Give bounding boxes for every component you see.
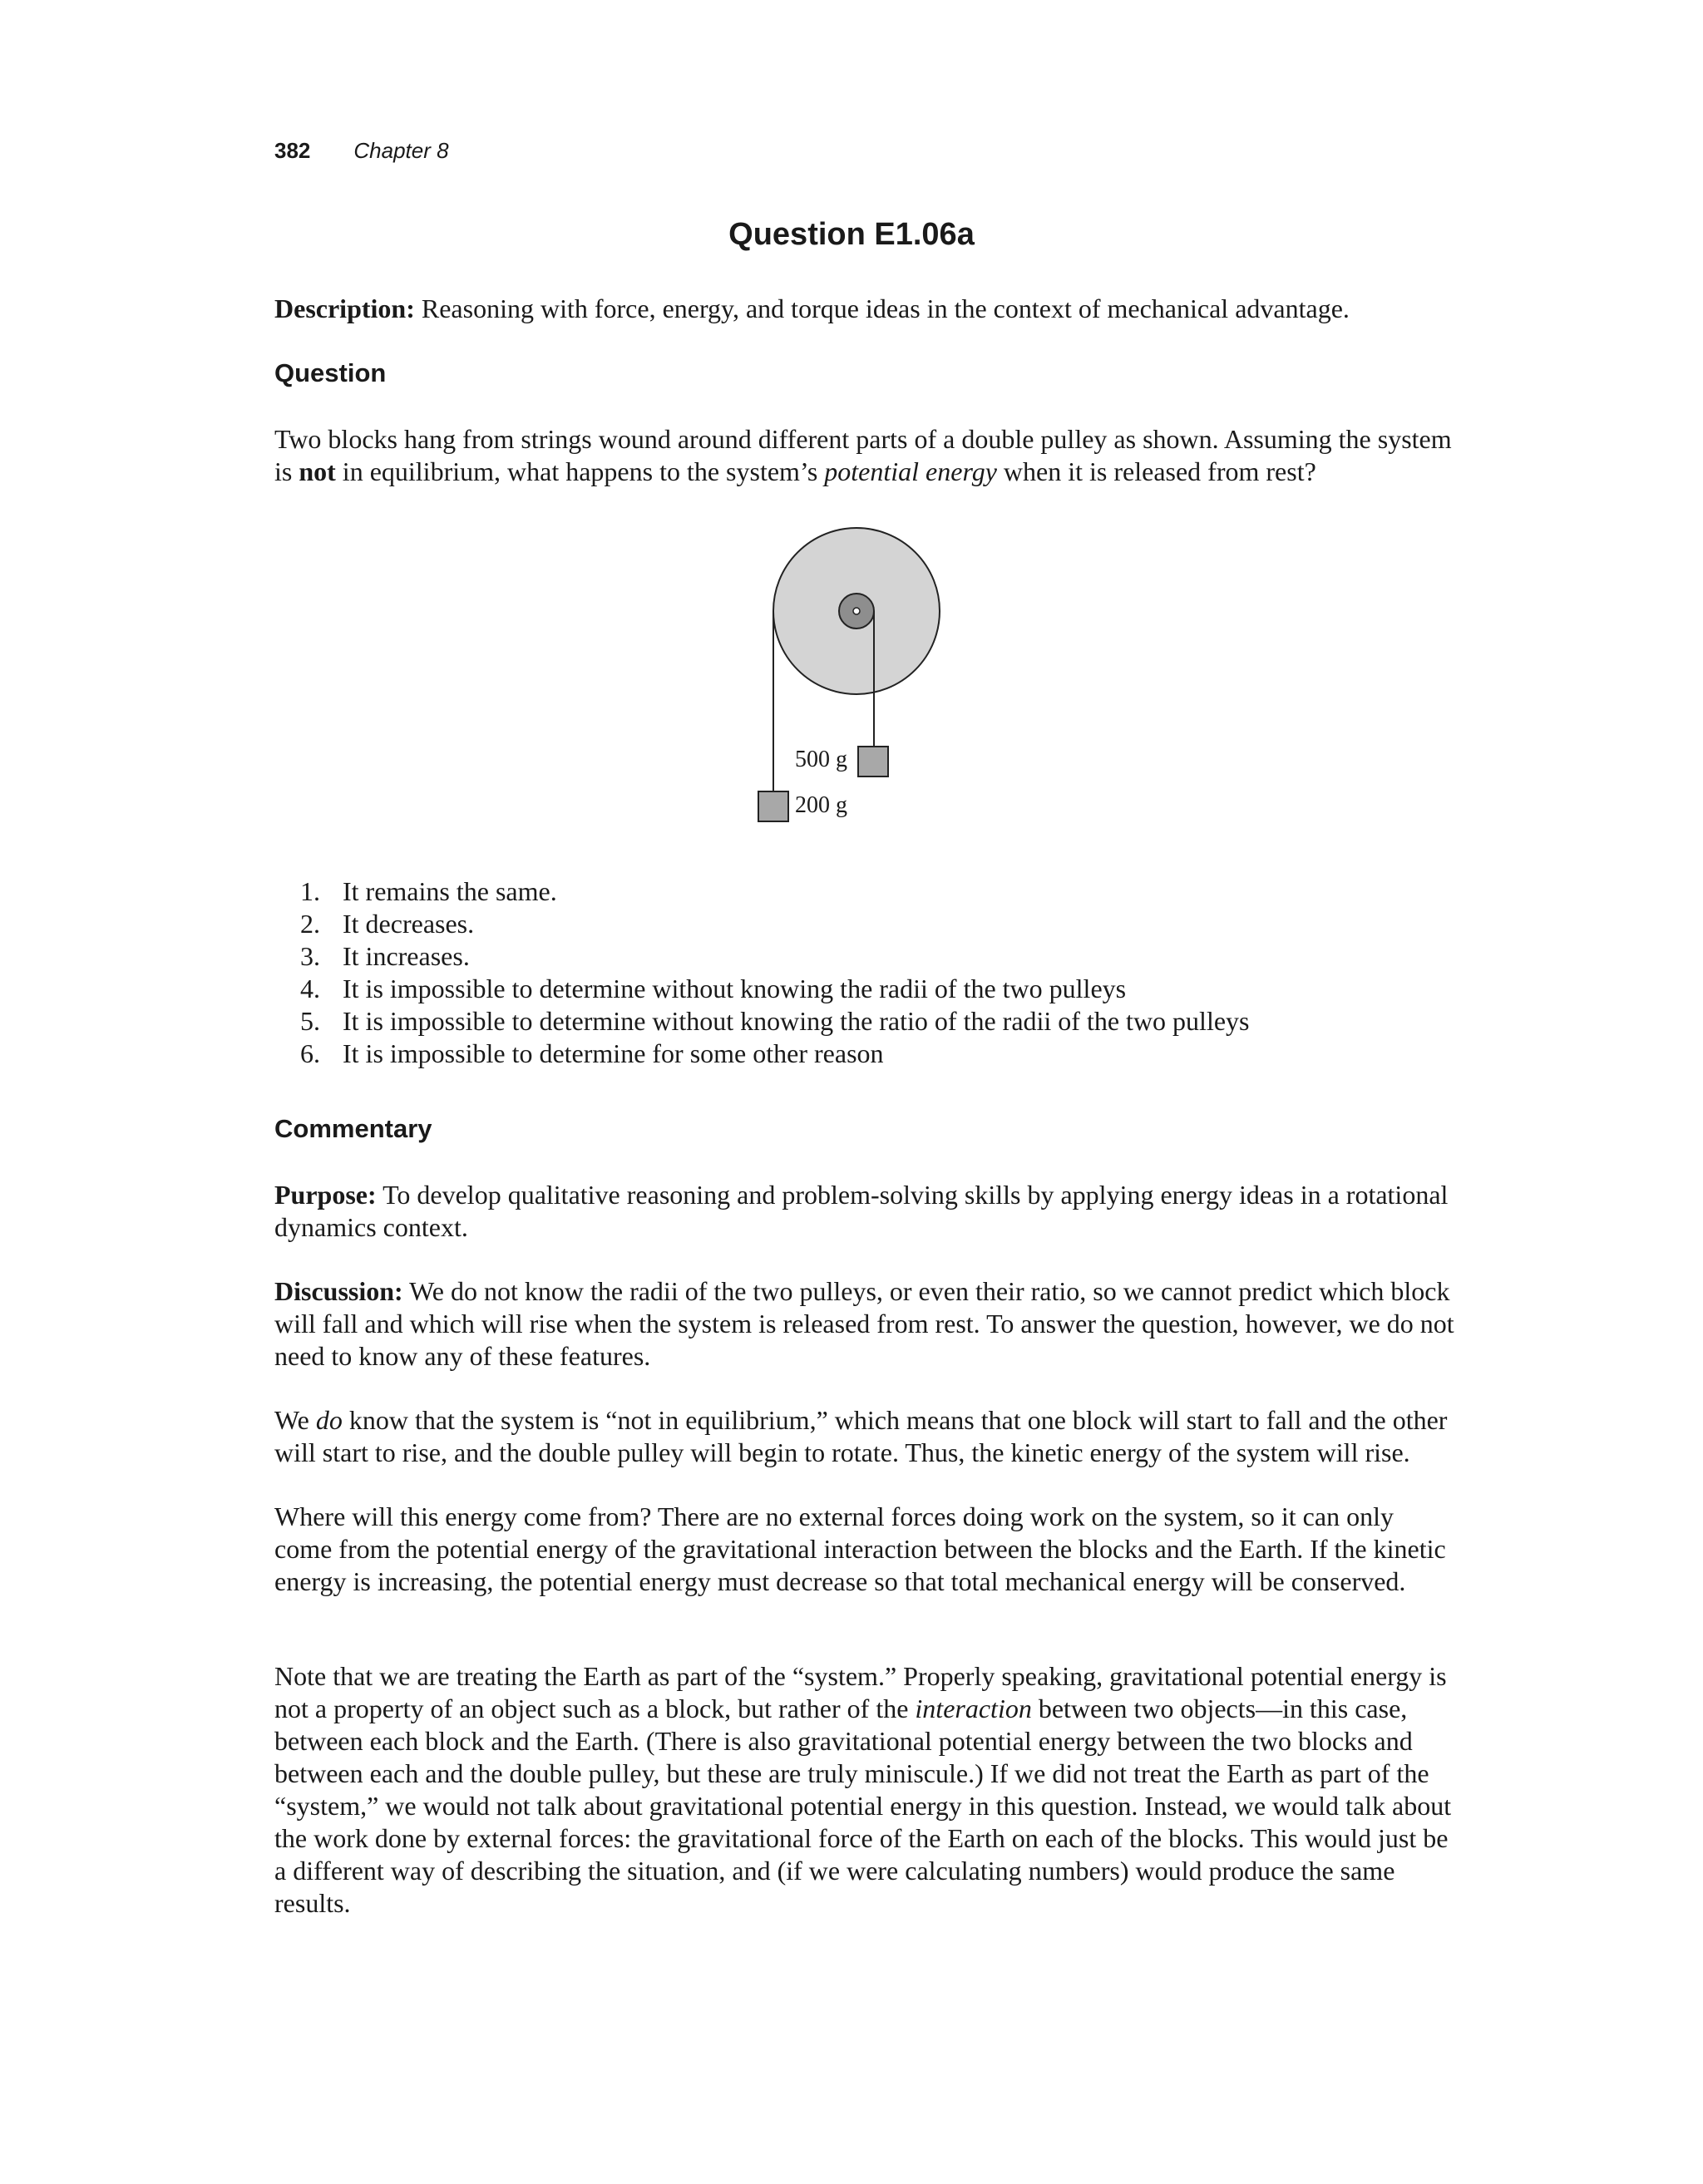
description [274,293,1455,325]
question-text: Two blocks hang from strings wound around different parts of a double pulley as shown. Assuming the system is not in equilibrium, what happens to the system’s potential energy when it is released from rest? [274,424,1452,486]
choice-item: 1. It remains the same. [300,876,557,906]
double-pulley-diagram [748,524,965,840]
discussion-label: Discussion: [274,1276,403,1306]
running-head [274,138,449,164]
block-500g [858,747,888,776]
block-200g [758,791,788,821]
answer-choices [274,875,1455,1070]
discussion-paragraph: Discussion: We do not know the radii of the two pulleys, or even their ratio, so we cannot predict which block will fall and which will rise when the system is released from rest. To answer the question, however, we do not need to know any of these features. [274,1276,1454,1371]
purpose-label: Purpose: [274,1180,377,1210]
commentary-heading: Commentary [274,1114,432,1143]
label-500g: 500 g [795,747,847,772]
choice-item: 3. It increases. [300,941,470,971]
description-text: Reasoning with force, energy, and torque ideas in the context of mechanical advantage. [414,293,1350,323]
commentary-paragraph-3: Note that we are treating the Earth as part of the “system.” Properly speaking, gravitational potential energy is not a property of an object such as a block, but rather of the interaction between two objects—in this case, between each block and the Earth. (There is also gravitational potential energy between the two blocks and between each and the double pulley, but these are truly miniscule.) If we did not treat the Earth as part of the “system,” we would not talk about gravitational potential energy in this question. Instead, we would talk about the work done by external forces: the gravitational force of the Earth on each of the blocks. This would just be a different way of describing the situation, and (if we were calculating numbers) would produce the same results. [274,1661,1452,1918]
question-title: Question E1.06a [728,217,975,252]
commentary-paragraph-2: Where will this energy come from? There are no external forces doing work on the system, so it can only come from the potential energy of the gravitational interaction between the blocks and the Earth. If the kinetic energy is increasing, the potential energy must decrease so that total mechanical energy will be conserved. [274,1501,1446,1596]
question-heading: Question [274,358,387,387]
emphasis-potential-energy: potential energy [824,456,997,486]
choice-item: 2. It decreases. [300,909,475,939]
pulley-axle [853,608,860,614]
chapter-label: Chapter 8 [353,138,449,163]
label-200g: 200 g [795,792,847,818]
emphasis-not: not [299,456,336,486]
page-number: 382 [274,138,311,163]
choice-item: 4. It is impossible to determine without knowing the radii of the two pulleys [300,974,1127,1003]
choice-item: 6. It is impossible to determine for some other reason [300,1038,884,1068]
choice-item: 5. It is impossible to determine without knowing the ratio of the radii of the two pulleys [300,1006,1250,1036]
description-label: Description: [274,293,415,323]
purpose-paragraph: Purpose: To develop qualitative reasoning and problem-solving skills by applying energy ideas in a rotational dynamics context. [274,1180,1449,1242]
commentary-paragraph-1: We do know that the system is “not in equilibrium,” which means that one block will start to fall and the other will start to rise, and the double pulley will begin to rotate. Thus, the kinetic energy of the system will rise. [274,1405,1448,1467]
